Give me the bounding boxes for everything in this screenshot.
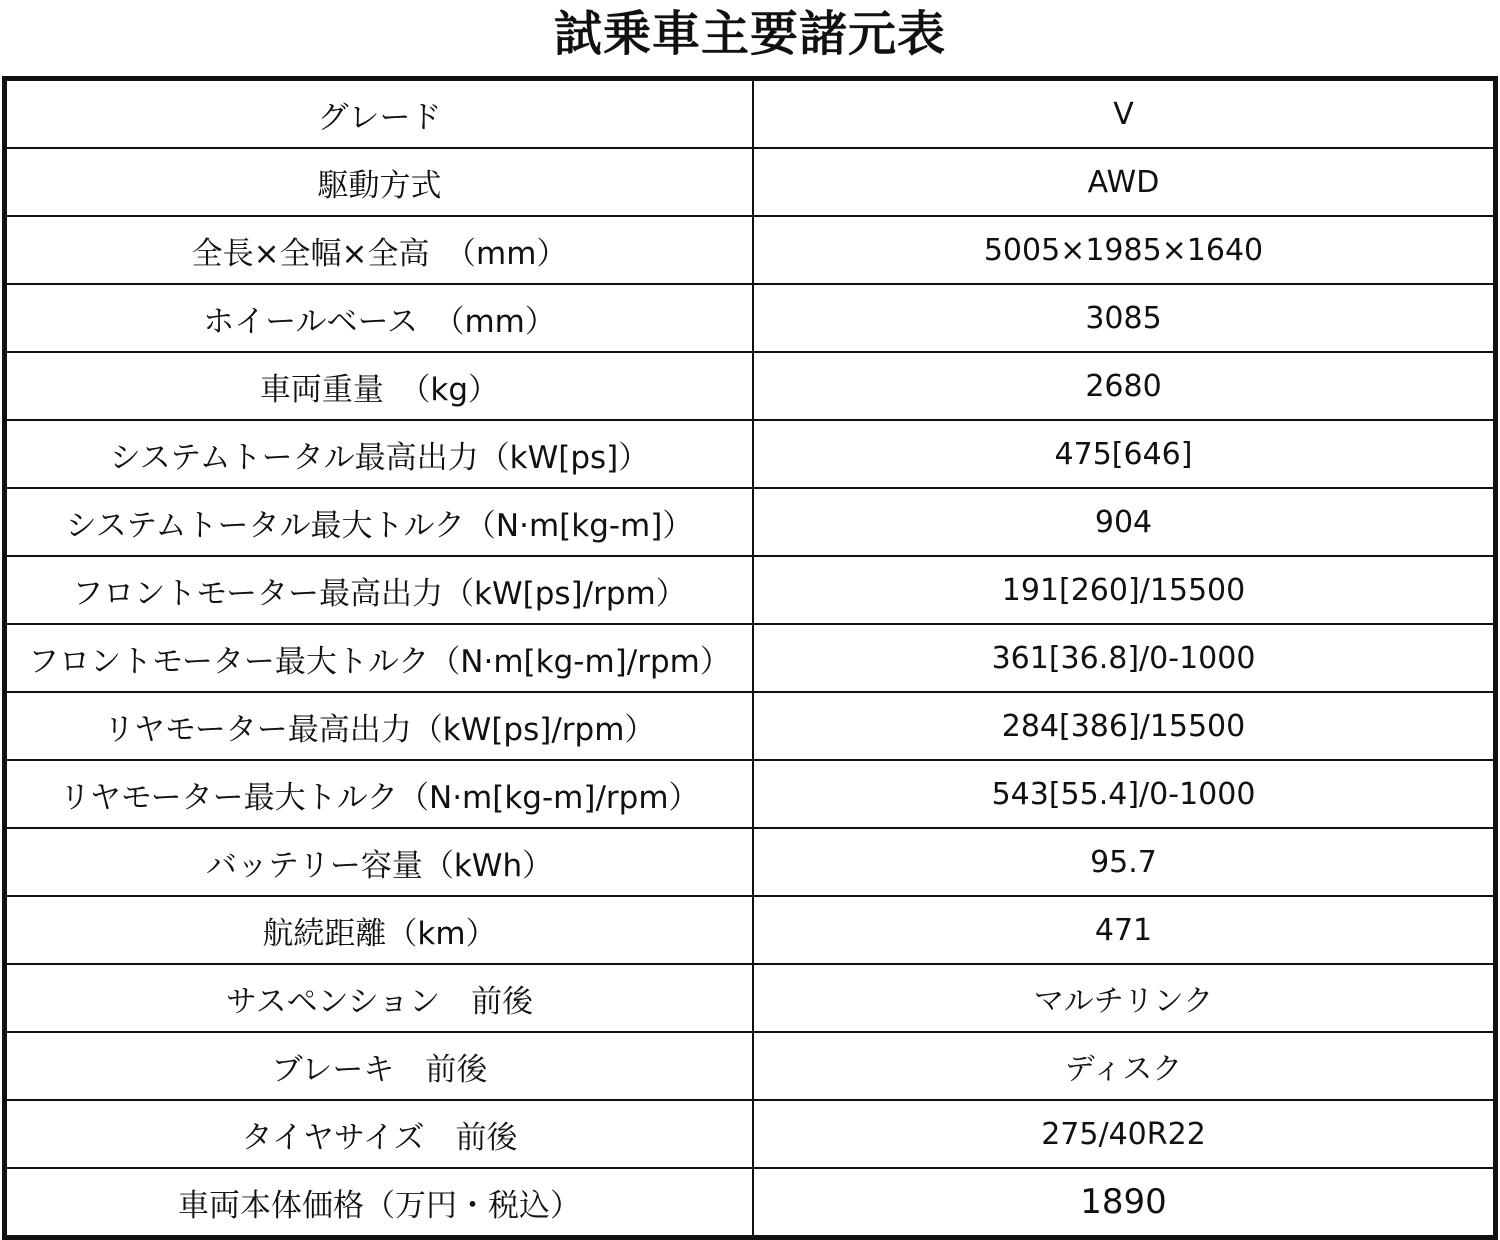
page-title: 試乗車主要諸元表 xyxy=(553,6,946,62)
row-value: AWD xyxy=(753,148,1496,216)
row-value: 543[55.4]/0-1000 xyxy=(753,760,1496,828)
row-label: フロントモーター最大トルク（N·m[kg-m]/rpm） xyxy=(5,624,754,692)
row-value: 475[646] xyxy=(753,420,1496,488)
row-label: ホイールベース （mm） xyxy=(5,284,754,352)
table-row xyxy=(5,284,1496,352)
row-label: タイヤサイズ 前後 xyxy=(5,1100,754,1168)
row-label: ブレーキ 前後 xyxy=(5,1032,754,1100)
table-row xyxy=(5,1032,1496,1100)
row-label: 駆動方式 xyxy=(5,148,754,216)
row-value: 5005×1985×1640 xyxy=(753,216,1496,284)
row-label: システムトータル最大トルク（N·m[kg-m]） xyxy=(5,488,754,556)
table-row xyxy=(5,216,1496,284)
table-row xyxy=(5,828,1496,896)
spec-table xyxy=(2,76,1498,1240)
row-label: 車両重量 （kg） xyxy=(5,352,754,420)
table-row xyxy=(5,1168,1496,1238)
table-row xyxy=(5,692,1496,760)
row-value: 95.7 xyxy=(753,828,1496,896)
row-value: ディスク xyxy=(753,1032,1496,1100)
row-value: 1890 xyxy=(753,1168,1496,1238)
row-value: V xyxy=(753,79,1496,149)
table-row xyxy=(5,79,1496,149)
row-label: リヤモーター最高出力（kW[ps]/rpm） xyxy=(5,692,754,760)
row-label: グレード xyxy=(5,79,754,149)
table-row xyxy=(5,148,1496,216)
row-label: システムトータル最高出力（kW[ps]） xyxy=(5,420,754,488)
row-label: サスペンション 前後 xyxy=(5,964,754,1032)
table-row xyxy=(5,624,1496,692)
table-row xyxy=(5,352,1496,420)
table-row xyxy=(5,556,1496,624)
table-row xyxy=(5,896,1496,964)
row-value: 904 xyxy=(753,488,1496,556)
row-value: 284[386]/15500 xyxy=(753,692,1496,760)
row-label: 航続距離（km） xyxy=(5,896,754,964)
table-row xyxy=(5,488,1496,556)
row-label: フロントモーター最高出力（kW[ps]/rpm） xyxy=(5,556,754,624)
row-value: 275/40R22 xyxy=(753,1100,1496,1168)
table-row xyxy=(5,1100,1496,1168)
row-label: 車両本体価格（万円・税込） xyxy=(5,1168,754,1238)
table-row xyxy=(5,760,1496,828)
row-value: 3085 xyxy=(753,284,1496,352)
row-label: バッテリー容量（kWh） xyxy=(5,828,754,896)
row-label: リヤモーター最大トルク（N·m[kg-m]/rpm） xyxy=(5,760,754,828)
table-row xyxy=(5,964,1496,1032)
row-label: 全長×全幅×全高 （mm） xyxy=(5,216,754,284)
row-value: 191[260]/15500 xyxy=(753,556,1496,624)
row-value: 2680 xyxy=(753,352,1496,420)
table-row xyxy=(5,420,1496,488)
row-value: 471 xyxy=(753,896,1496,964)
row-value: マルチリンク xyxy=(753,964,1496,1032)
row-value: 361[36.8]/0-1000 xyxy=(753,624,1496,692)
